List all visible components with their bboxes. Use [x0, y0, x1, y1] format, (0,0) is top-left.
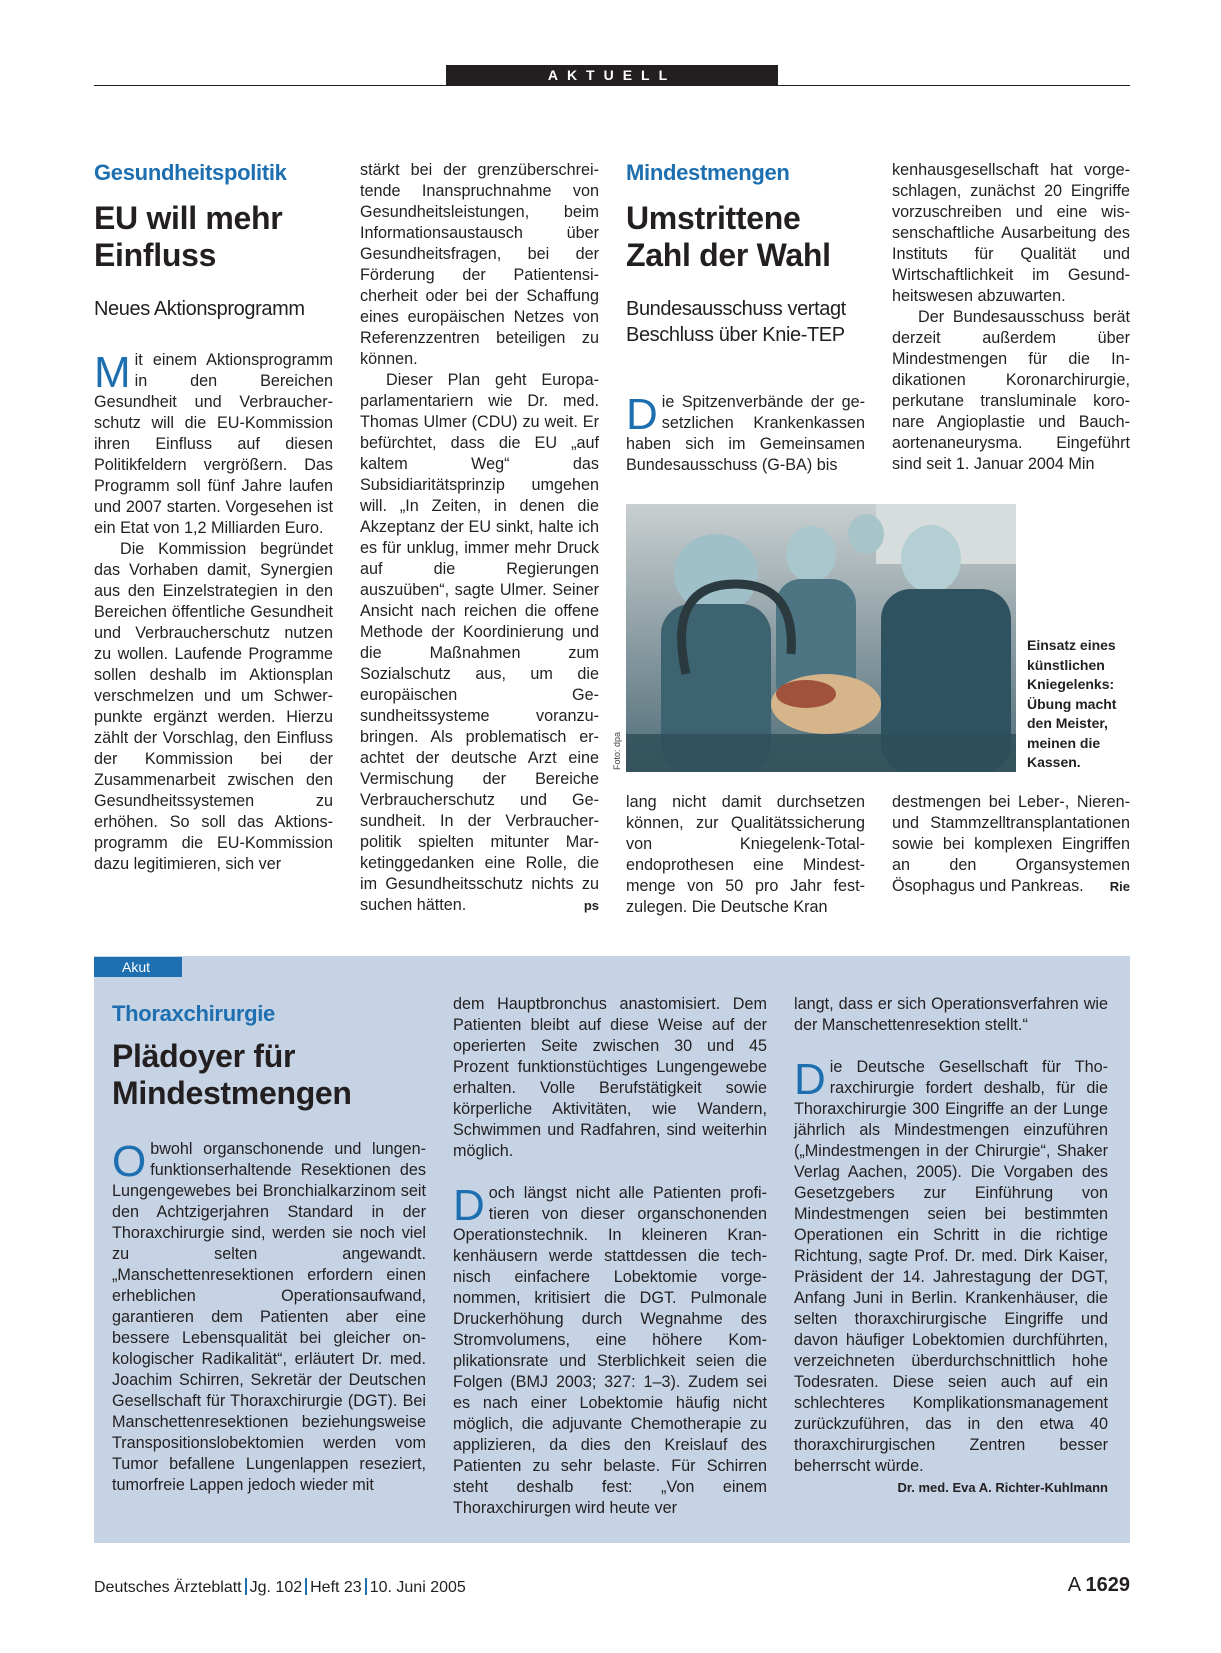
footer-issue: Heft 23: [310, 1579, 362, 1596]
article2-title: [626, 200, 831, 274]
article2-para5: destmengen bei Leber-, Nieren- und Stammzelltransplantationen sowie bei komplexen Eingriffen an den Organsystemen Ösophagus und Pankreas.: [892, 793, 1130, 895]
article2-subtitle-line1: Bundesausschuss vertagt: [626, 298, 846, 320]
footer-volume: Jg. 102: [249, 1579, 303, 1596]
box-para4: langt, dass er sich Operationsverfahren wie der Manschettenresektion stellt.“: [794, 995, 1108, 1034]
article2-subtitle: [626, 296, 846, 348]
article2-subtitle-line2: Beschluss über Knie-TEP: [626, 324, 845, 346]
box-title-line1: Plädoyer für: [112, 1038, 296, 1074]
article1-author: ps: [583, 898, 599, 913]
footer-separator: [305, 1578, 307, 1595]
article2-col2-bottom: [892, 792, 1130, 897]
footer-separator: [365, 1578, 367, 1595]
box-kicker: Thoraxchirurgie: [112, 1001, 275, 1026]
page-number: [1068, 1574, 1130, 1597]
article1-title-line2: Einfluss: [94, 237, 217, 273]
box-title: [112, 1038, 352, 1112]
article1-subtitle: Neues Aktionsprogramm: [94, 298, 305, 320]
box-para2: dem Hauptbronchus anastomisiert. Dem Patienten bleibt auf diese Weise auf der operierten Seite zwischen 30 und 45 Prozent funktionstüchtiges Lungengewebe erhalten. Volle Berufstätigkeit sowie körperliche Aktivitäten, wie Wandern, Schwimmen und Radfahren, sind weiterhin möglich.: [453, 995, 767, 1160]
footer-journal: Deutsches Ärzteblatt: [94, 1579, 242, 1596]
box-para3: och längst nicht alle Patienten profitieren von dieser organschonenden Operationstechnik. In kleineren Krankenhäusern werde stattdessen die technisch einfachere Lobektomie vorgenommen, kritisiert die DGT. Pulmonale Druckerhöhung durch Wegnahme des Stromvolumens, eine höhere Komplikationsrate und Sterblichkeit seien die Folgen (BMJ 2003; 327: 1–3). Zudem sei es nach einer Lobektomie häufig nicht möglich, die adjuvante Chemotherapie zu applizieren, da dies den Kreislauf des Patienten zu sehr belaste. Für Schirren steht deshalb fest: „Von einem Thoraxchirurgen wird heute ver: [453, 1184, 767, 1517]
article2-para2: kenhausgesellschaft hat vorgeschlagen, zunächst 20 Eingriffe vorzuschreiben und eine wissenschaftliche Ausarbeitung des Instituts für Qualität und Wirtschaftlichkeit im Gesundheitswesen abzuwarten.: [892, 161, 1130, 305]
article2-title-line2: Zahl der Wahl: [626, 237, 831, 273]
box-col1: [112, 1139, 426, 1496]
article2-para4: lang nicht damit durchsetzen können, zur Qualitätssicherung von Kniegelenk-Totalendoprothesen eine Mindestmenge von 50 pro Jahr festzulegen. Die Deutsche Kran: [626, 793, 865, 916]
footer-separator: [245, 1578, 247, 1595]
article2-col1-top: [626, 392, 865, 476]
surgery-photo: [626, 504, 1016, 772]
article2-dropcap: D: [626, 390, 658, 439]
box-tag: Akut: [94, 957, 182, 977]
box-col2: [453, 994, 767, 1519]
article1-para2: Die Kommission begründet das Vorhaben damit, Synergien aus den Einzelstrategien in den Bereichen öffentliche Gesundheit und Verbraucherschutz nutzen zu wollen. Laufende Programme sollen deshalb im Aktionsplan verschmelzen und um Schwerpunkte ergänzt werden. Hierzu zählt der Vorschlag, den Einfluss der Kommission bei der Zusammenarbeit zwischen den Gesundheitssystemen zu erhöhen. So soll das Aktionsprogramm die EU-Kommission dazu legitimieren, sich ver: [94, 540, 333, 873]
box-para1: bwohl organschonende und lungenfunktionserhaltende Resektionen des Lungengewebes bei Bronchialkarzinom seit den Achtzigerjahren Standard in der Thoraxchirurgie sind, werden sie noch viel zu selten angewandt. „Manschettenresektionen erfordern einen erheblichen Operationsaufwand, garantieren dem Patienten aber eine bessere Lebensqualität bei gleicher onkologischer Radikalität“, erläutert Dr. med. Joachim Schirren, Sekretär der Deutschen Gesellschaft für Thoraxchirurgie (DGT). Bei Manschettenresektionen beziehungsweise Transpositionslobektomien werden vom Tumor befallene Lungenlappen reseziert, tumorfreie Lappen jedoch wieder mit: [112, 1140, 426, 1494]
article2-kicker: Mindestmengen: [626, 160, 790, 185]
box-para5: ie Deutsche Gesellschaft für Thoraxchirurgie fordert deshalb, für die Thoraxchirurgie 300 Eingriffe an der Lunge jährlich als Mindestmengen einzuführen („Mindestmengen in der Chirurgie“, Shaker Verlag Aachen, 2005). Die Vorgaben des Gesetzgebers zur Einführung von Mindestmengen seien bei bestimmten Operationen ein Schritt in die richtige Richtung, sagte Prof. Dr. med. Dirk Kaiser, Präsident der 14. Jahrestagung der DGT, Anfang Juni in Berlin. Krankenhäuser, die selten thoraxchirurgische Eingriffe und davon häufiger Lobektomien durchführten, verzeichneten überdurchschnittlich hohe Todesraten. Diese seien auch auf ein schlechteres Komplikationsmanagement zurückzuführen, das in den etwa 40 thoraxchirurgischen Zentren besser beherrscht würde.: [794, 1058, 1108, 1475]
article1-title-line1: EU will mehr: [94, 200, 283, 236]
article1-kicker: Gesundheitspolitik: [94, 160, 287, 185]
page-number-value: 1629: [1085, 1574, 1130, 1596]
photo-caption: Einsatz eines künstlichen Kniegelenks: Übung macht den Meister, meinen die Kassen.: [1027, 637, 1117, 770]
surgery-photo-illustration: [626, 504, 1016, 772]
article1-col2: [360, 160, 599, 916]
box-dropcap1: O: [112, 1137, 147, 1186]
article2-para3: Der Bundesausschuss berät derzeit außerdem über Mindestmengen für die Indikationen Koronarchirurgie, perkutane transluminale koronare Angioplastie und Bauchaortenaneurysma. Eingeführt sind seit 1. Januar 2004 Min: [892, 308, 1130, 473]
article1-para3: stärkt bei der grenzüberschreitende Inanspruchnahme von Gesundheitsleistungen, beim Informationsaustausch über Gesundheitsfragen, bei der Förderung der Patientensicherheit oder bei der Schaffung eines europäischen Netzes von Referenzzentren beteiligen zu können.: [360, 161, 599, 368]
box-author: Dr. med. Eva A. Richter-Kuhlmann: [897, 1480, 1108, 1495]
article1-para1: it einem Aktionsprogramm in den Bereichen Gesundheit und Verbraucherschutz will die EU-Kommission ihren Einfluss auf diesen Politikfeldern vergrößern. Das Programm soll fünf Jahre laufen und 2007 starten. Vorgesehen ist ein Etat von 1,2 Milliarden Euro.: [94, 351, 333, 537]
footer-date: 10. Juni 2005: [369, 1579, 466, 1596]
article1-title: [94, 200, 282, 274]
header-rule: [94, 85, 1130, 86]
article2-author: Rie: [1109, 879, 1130, 894]
photo-credit: Foto: dpa: [612, 731, 622, 770]
box-col3: [794, 994, 1108, 1498]
article1-dropcap: M: [94, 348, 131, 397]
footer-citation: [94, 1578, 466, 1597]
article2-para1: ie Spitzenverbände der gesetzlichen Krankenkassen haben sich im Gemeinsamen Bundesausschuss (G-BA) bis: [626, 393, 865, 474]
page-prefix: A: [1067, 1574, 1080, 1596]
box-title-line2: Mindestmengen: [112, 1075, 352, 1111]
article2-col2-top: [892, 160, 1130, 475]
box-dropcap2: D: [453, 1181, 485, 1230]
article1-para4: Dieser Plan geht Europaparlamentariern wie Dr. med. Thomas Ulmer (CDU) zu weit. Er befürchtet, dass die EU „auf kaltem Weg“ das Subsidiaritätsprinzip umgehen will. „In Zeiten, in denen die Akzeptanz der EU sinkt, halte ich es für unklug, immer mehr Druck auf die Regierungen auszuüben“, sagte Ulmer. Seiner Ansicht nach reichen die offene Methode der Koordinierung und die Maßnahmen zum Sozialschutz aus, um die europäischen Gesundheitssysteme voranzubringen. Als problematisch erachtet der deutsche Arzt eine Vermischung der Bereiche Verbraucherschutz und Gesundheit. In der Verbraucherpolitik spielten mitunter Marketinggedanken eine Rolle, die im Gesundheitsschutz nichts zu suchen hätten.: [360, 371, 599, 914]
section-header: AKTUELL: [446, 65, 778, 85]
article2-title-line1: Umstrittene: [626, 200, 801, 236]
article1-col1: [94, 350, 333, 875]
box-dropcap3: D: [794, 1055, 826, 1104]
article2-col1-bottom: [626, 792, 865, 918]
